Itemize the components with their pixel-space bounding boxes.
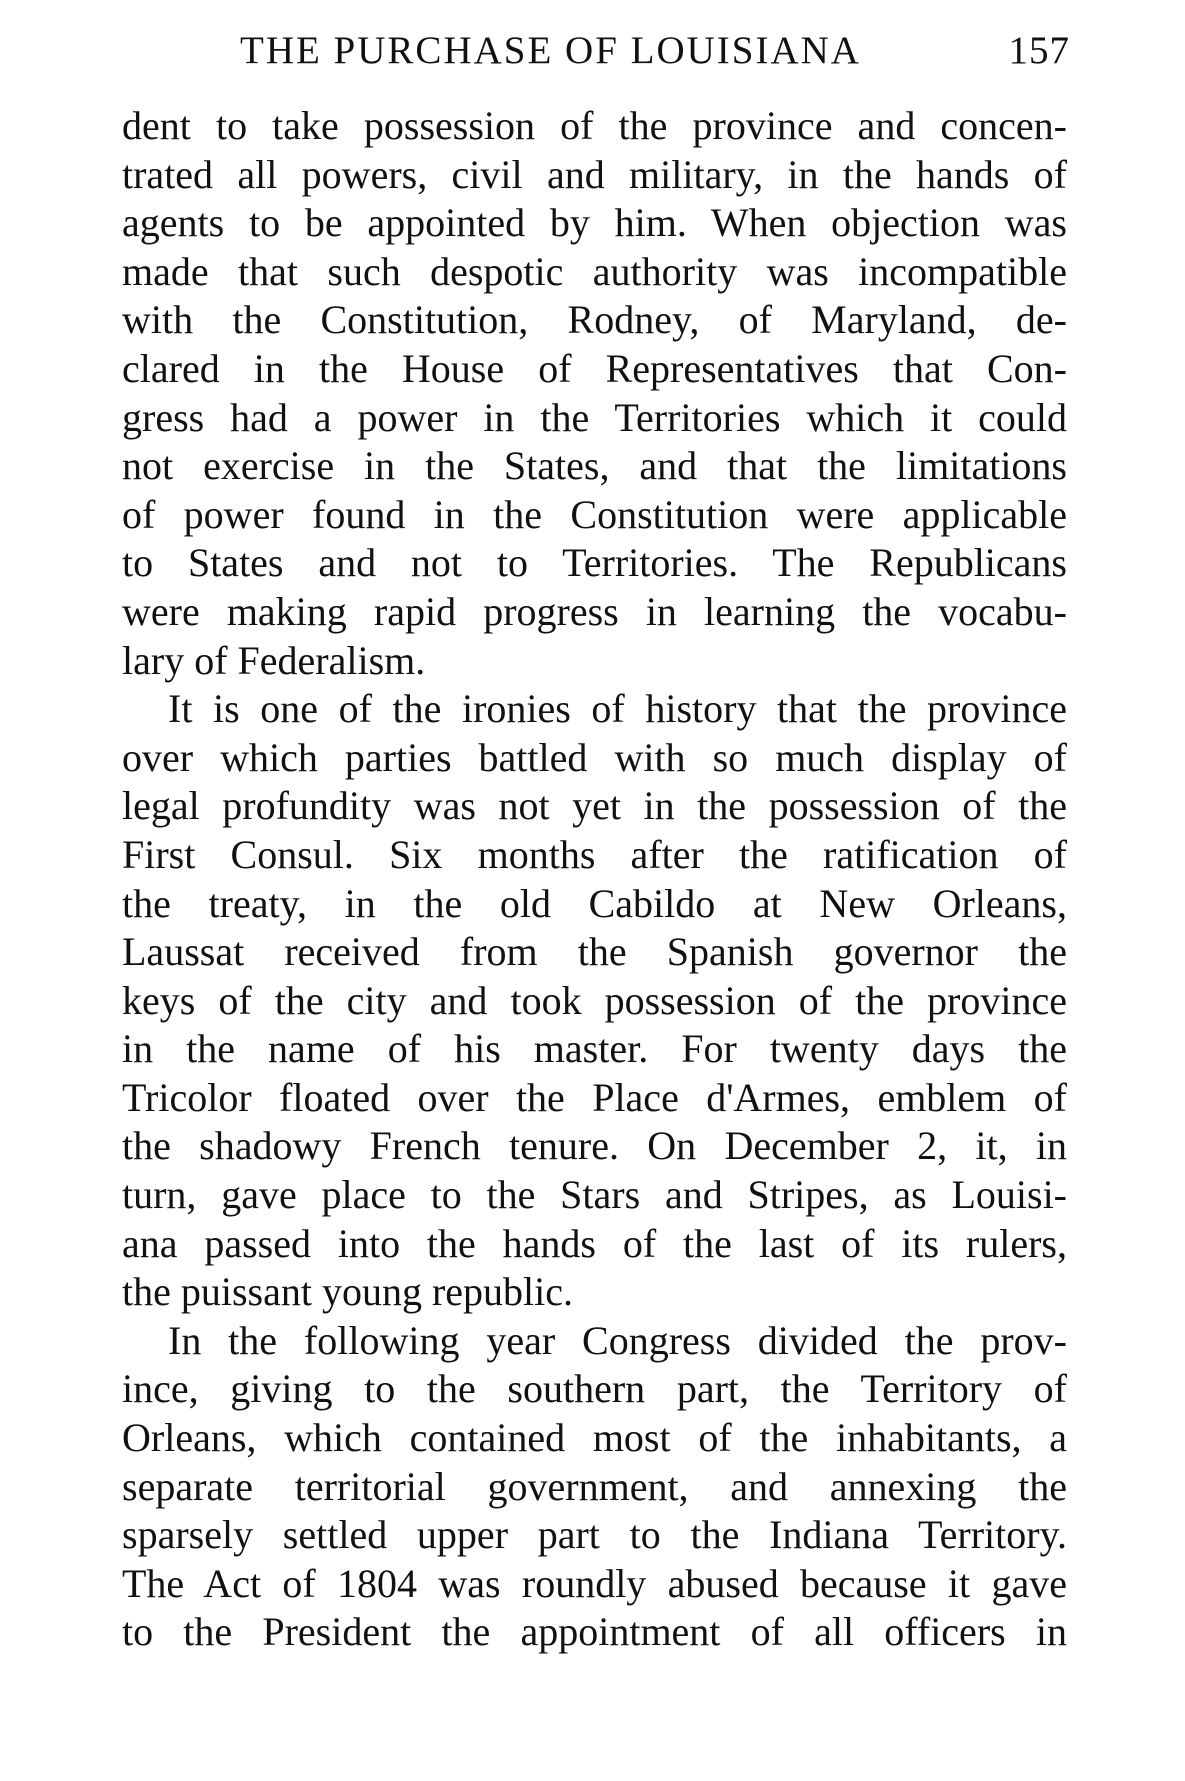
text-line: trated all powers, civil and military, in the hands of xyxy=(122,151,1067,197)
body-text xyxy=(122,102,1067,1657)
running-head xyxy=(240,28,1070,84)
text-line: Orleans, which contained most of the inhabitants, a xyxy=(122,1415,1067,1461)
page-number: 157 xyxy=(1008,29,1070,72)
text-line: with the Constitution, Rodney, of Maryland, de- xyxy=(122,297,1067,343)
paragraph-3 xyxy=(122,1317,1067,1657)
text-line: not exercise in the States, and that the limitations xyxy=(122,443,1067,489)
text-line: to the President the appointment of all officers in xyxy=(122,1609,1067,1655)
text-line: clared in the House of Representatives that Con- xyxy=(122,345,1067,391)
text-line: ince, giving to the southern part, the Territory of xyxy=(122,1366,1067,1412)
text-line: sparsely settled upper part to the Indiana Territory. xyxy=(122,1512,1067,1558)
text-line: to States and not to Territories. The Republicans xyxy=(122,540,1067,586)
text-line: agents to be appointed by him. When objection was xyxy=(122,200,1067,246)
text-line: keys of the city and took possession of the province xyxy=(122,977,1067,1023)
text-line: The Act of 1804 was roundly abused because it gave xyxy=(122,1560,1067,1606)
text-line: dent to take possession of the province and concen- xyxy=(122,103,1067,148)
running-title: THE PURCHASE OF LOUISIANA xyxy=(240,29,861,72)
text-line: were making rapid progress in learning the vocabu- xyxy=(122,588,1067,634)
text-line: over which parties battled with so much display of xyxy=(122,734,1067,780)
text-line: lary of Federalism. xyxy=(122,637,426,683)
text-line: separate territorial government, and annexing the xyxy=(122,1463,1067,1509)
text-line: gress had a power in the Territories which it could xyxy=(122,394,1067,440)
text-line: ana passed into the hands of the last of its rulers, xyxy=(122,1220,1067,1266)
text-line: Tricolor floated over the Place d'Armes, emblem of xyxy=(122,1074,1067,1120)
text-line: the shadowy French tenure. On December 2, it, in xyxy=(122,1123,1067,1169)
text-line: First Consul. Six months after the ratification of xyxy=(122,831,1067,877)
text-line: of power found in the Constitution were applicable xyxy=(122,491,1067,537)
text-line: made that such despotic authority was incompatible xyxy=(122,248,1067,294)
paragraph-1 xyxy=(122,102,1067,685)
text-line: In the following year Congress divided the prov- xyxy=(168,1317,1067,1363)
text-line: Laussat received from the Spanish governor the xyxy=(122,929,1067,975)
text-line: legal profundity was not yet in the possession of the xyxy=(122,783,1067,829)
text-line: the puissant young republic. xyxy=(122,1269,574,1315)
text-line: turn, gave place to the Stars and Stripes, as Louisi- xyxy=(122,1172,1067,1218)
text-line: in the name of his master. For twenty days the xyxy=(122,1026,1067,1072)
text-line: the treaty, in the old Cabildo at New Orleans, xyxy=(122,880,1067,926)
paragraph-2 xyxy=(122,685,1067,1317)
text-line: It is one of the ironies of history that the province xyxy=(168,686,1067,732)
